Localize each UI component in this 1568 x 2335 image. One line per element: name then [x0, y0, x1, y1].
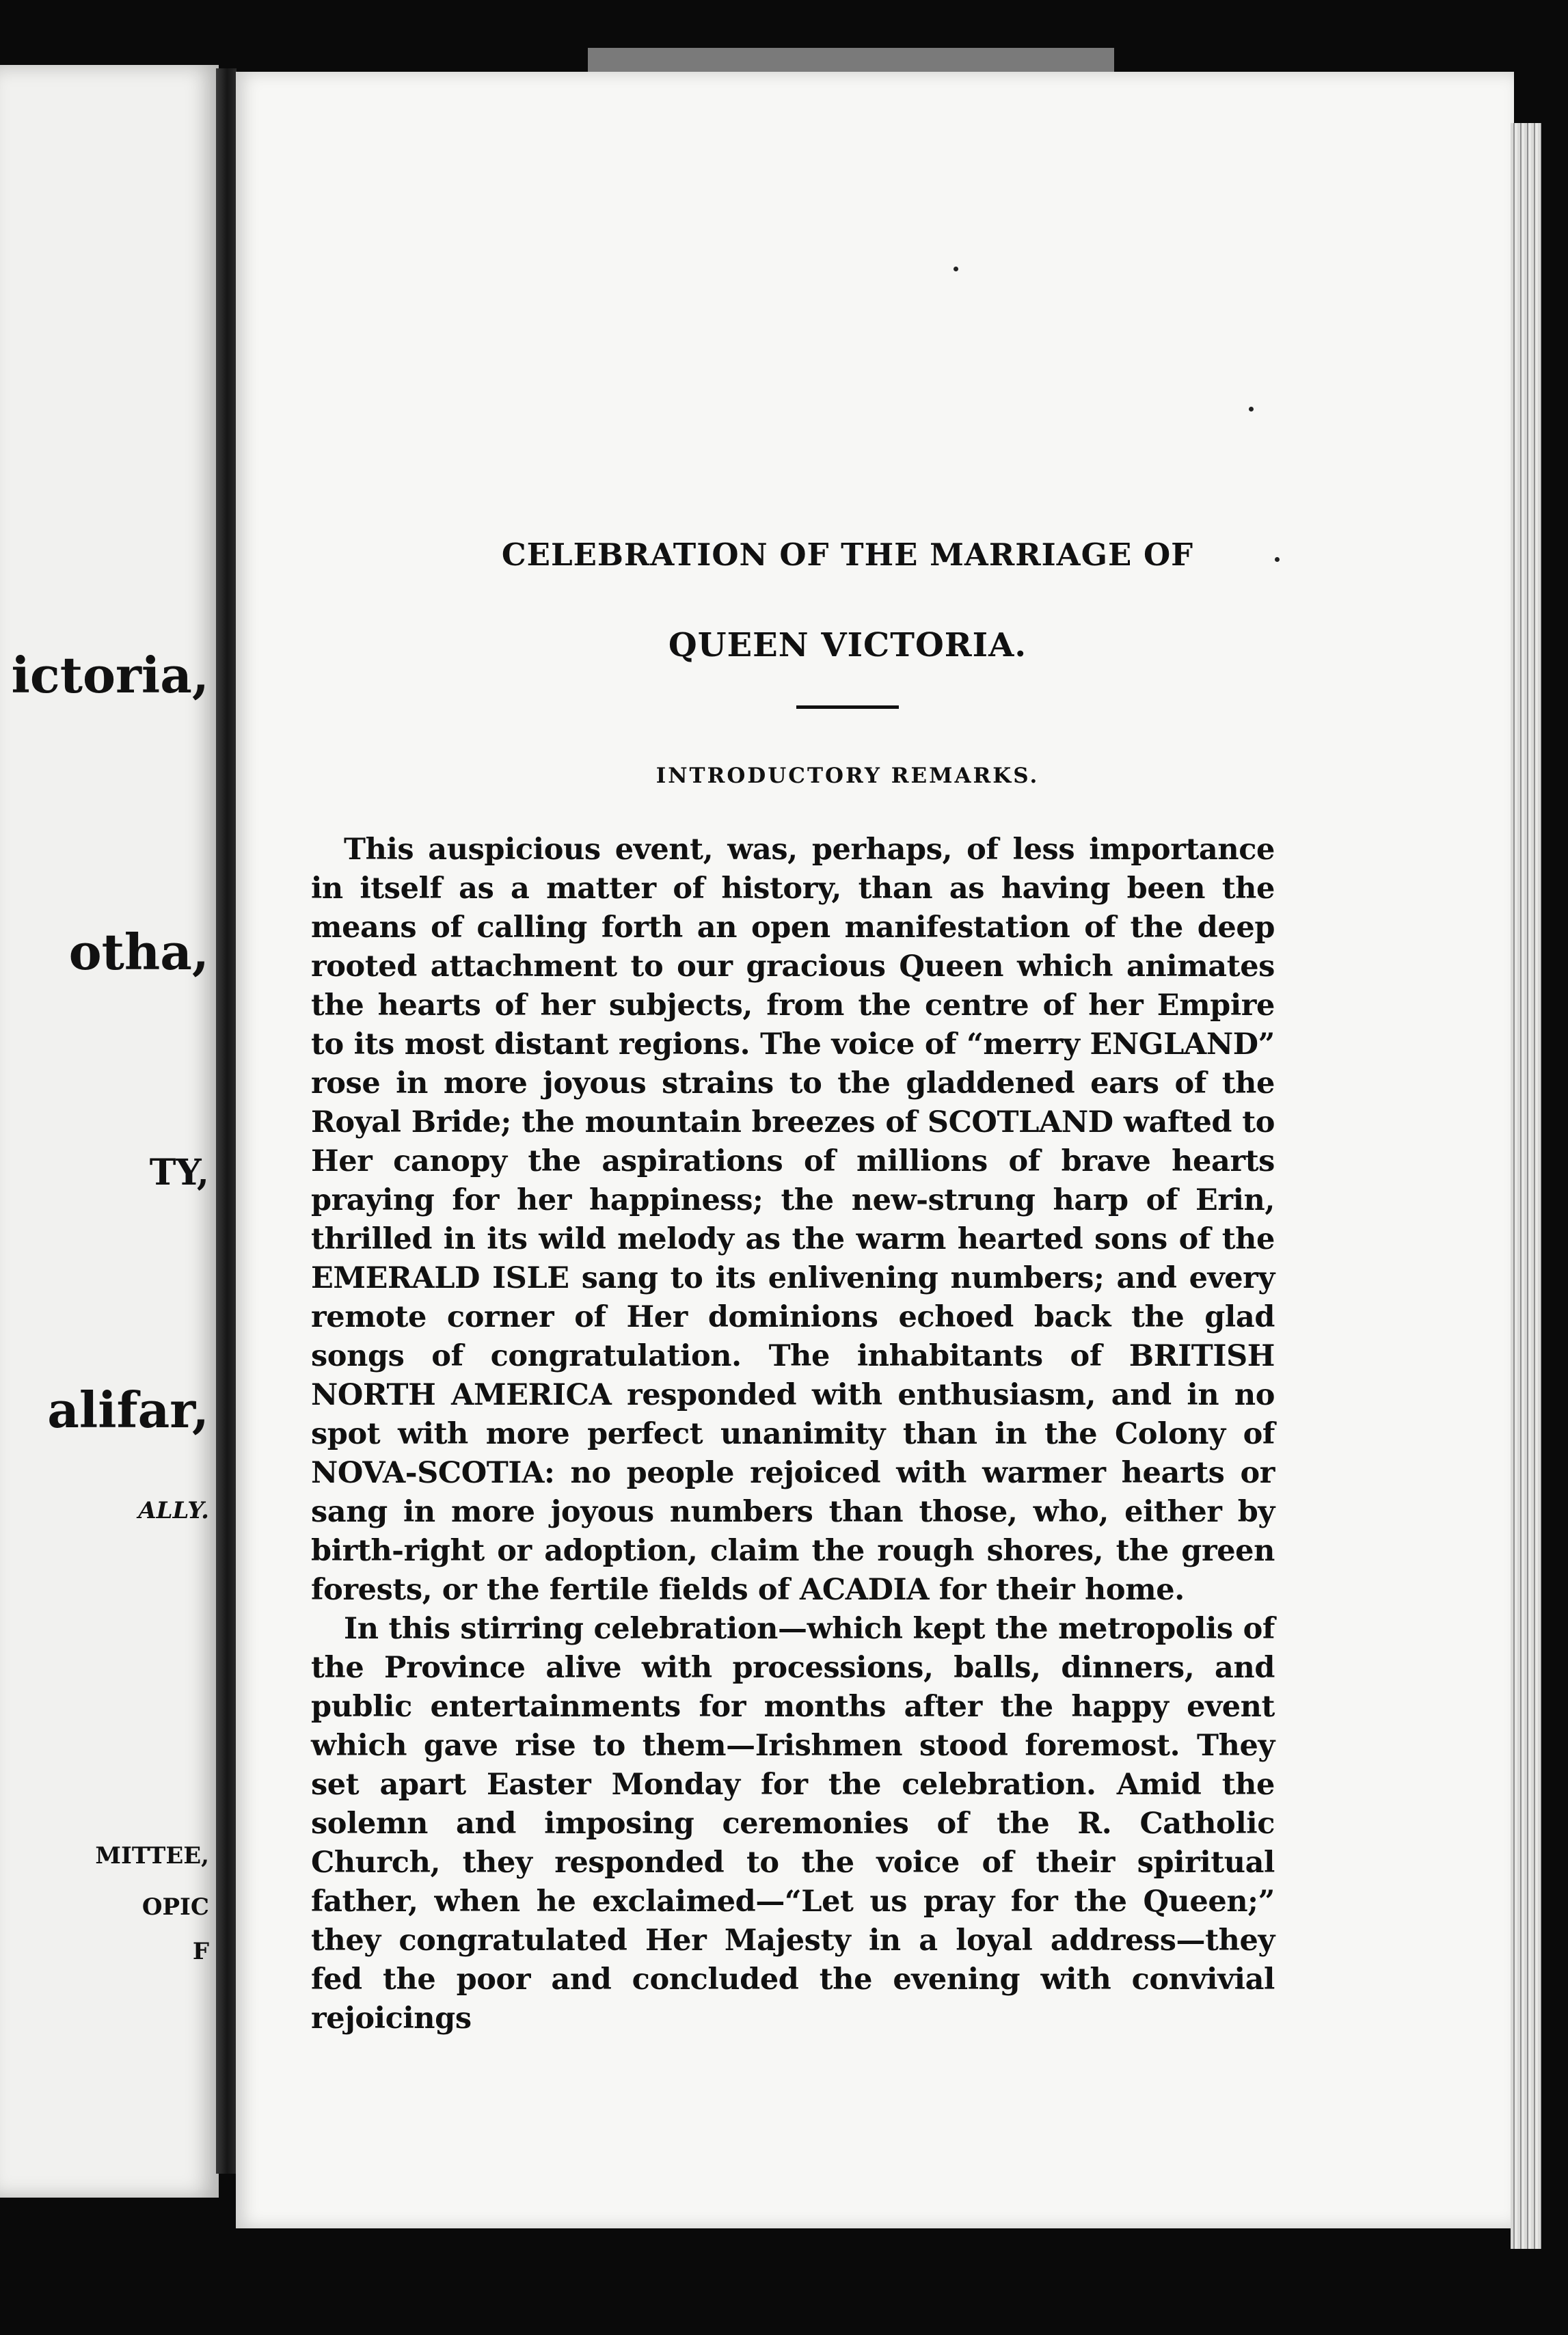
left-page-fragment: TY, [149, 1152, 209, 1193]
left-page-fragment: ALLY. [138, 1497, 209, 1524]
left-page-fragment: F [192, 1938, 209, 1965]
chapter-title-line-2: QUEEN VICTORIA. [668, 626, 1027, 664]
paragraph-2-text: In this stirring celebration—which kept the metropolis of the Province alive with processions, balls, dinners, and public entertainments for months after the happy event which gave rise to them—Irishmen stood foremost. They set apart Easter Monday for the celebration. Amid the solemn and imposing ceremonies of the R. Catholic Church, they responded to the voice of their spiritual father, when he exclaimed—“Let us pray for the Queen;” they congratulated Her Majesty in a loyal address—they fed the poor and concluded the evening with convivial rejoicings [311, 1612, 1275, 2036]
section-subheading: INTRODUCTORY REMARKS. [655, 764, 1040, 788]
right-page [236, 72, 1514, 2228]
title-rule [796, 705, 899, 709]
chapter-title-line-1: CELEBRATION OF THE MARRIAGE OF [501, 537, 1194, 573]
left-page-fragment: OPIC [141, 1893, 209, 1921]
print-speck [1249, 407, 1254, 411]
left-page-fragment: ictoria, [11, 646, 209, 704]
book-gutter [216, 68, 236, 2174]
left-page-fragment: alifar, [47, 1381, 209, 1439]
left-facing-page [0, 65, 219, 2198]
print-speck [954, 267, 958, 271]
page-content [311, 537, 1275, 2038]
body-paragraph-2 [311, 1610, 1275, 2038]
print-speck [1275, 557, 1280, 562]
left-page-fragment: MITTEE, [95, 1842, 209, 1870]
paragraph-1-text: This auspicious event, was, perhaps, of less importance in itself as a matter of history, than as having been the means of calling forth an open manifestation of the deep rooted attachment to our gracious Queen which animates the hearts of her subjects, from the centre of her Empire to its most distant regions. The voice of “merry ENGLAND” rose in more joyous strains to the gladdened ears of the Royal Bride; the mountain breezes of SCOTLAND wafted to Her canopy the aspirations of millions of brave hearts praying for her happiness; the new-strung harp of Erin, thrilled in its wild melody as the warm hearted sons of the EMERALD ISLE sang to its enlivening numbers; and every remote corner of Her dominions echoed back the glad songs of congratulation. The inhabitants of BRITISH NORTH AMERICA responded with enthusiasm, and in no spot with more perfect unanimity than in the Colony of NOVA-SCOTIA: no people rejoiced with warmer hearts or sang in more joyous numbers than those, who, either by birth-right or adoption, claim the rough shores, the green forests, or the fertile fields of ACADIA for their home. [311, 833, 1275, 1607]
left-page-fragment: otha, [68, 923, 209, 981]
body-paragraph-1 [311, 831, 1275, 1610]
page-edges [1511, 123, 1541, 2249]
